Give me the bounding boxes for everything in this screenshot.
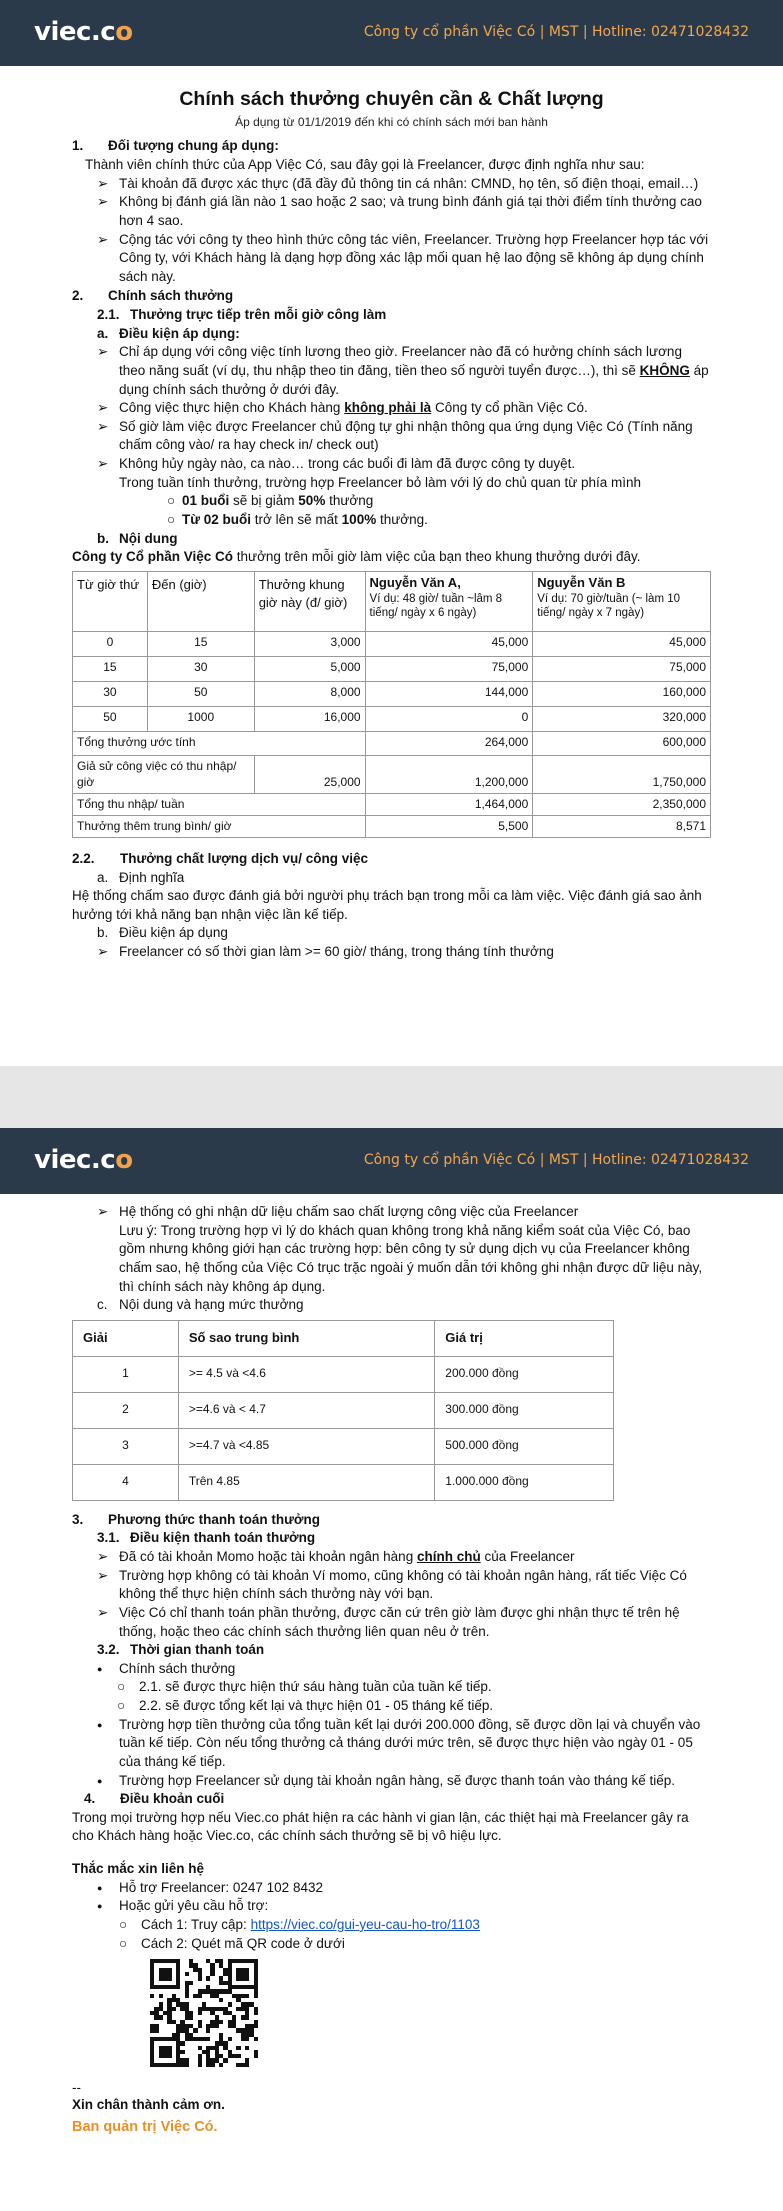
table-cell: 50 — [73, 706, 148, 731]
list-item: ➢ Đã có tài khoản Momo hoặc tài khoản ngân hàng chính chủ của Freelancer — [72, 1548, 711, 1567]
list-item: ● Hỗ trợ Freelancer: 0247 102 8432 — [72, 1879, 711, 1898]
section-2-1-a-heading: a. Điều kiện áp dụng: — [97, 325, 240, 341]
section-3-heading: 3. Phương thức thanh toán thưởng — [72, 1511, 320, 1527]
subheading-rewards: c. Nội dung và hạng mức thưởng — [97, 1297, 304, 1313]
table-cell: >= 4.5 và <4.6 — [178, 1356, 434, 1392]
circle-bullet-icon: ○ — [119, 1935, 128, 1951]
arrow-bullet-icon: ➢ — [97, 400, 109, 416]
header-company-info: Công ty cổ phần Việc Có | MST | Hotline: 02471028432 — [363, 1152, 749, 1169]
circle-bullet-icon: ○ — [119, 1916, 128, 1932]
table-cell: 75,000 — [365, 656, 533, 681]
document-body-2 — [0, 1194, 783, 2137]
table-row: Tổng thu nhập/ tuần 1,464,000 2,350,000 — [73, 793, 711, 815]
table-cell: 500.000 đồng — [435, 1428, 614, 1464]
table-row — [73, 681, 711, 706]
list-item: ○ Từ 02 buổi trở lên sẽ mất 100% thưởng. — [72, 511, 711, 530]
circle-bullet-icon: ○ — [117, 1679, 126, 1695]
arrow-bullet-icon: ➢ — [97, 1204, 109, 1219]
list-item: ➢ Hệ thống có ghi nhận dữ liệu chấm sao chất lượng công việc của Freelancer — [72, 1203, 711, 1222]
arrow-bullet-icon: ➢ — [97, 175, 109, 191]
list-item: ➢ Không hủy ngày nào, ca nào… trong các buổi đi làm đã được công ty duyệt. — [72, 455, 711, 474]
list-item: ○ Cách 1: Truy cập: https://viec.co/gui-yeu-cau-ho-tro/1103 — [72, 1916, 711, 1935]
arrow-bullet-icon: ➢ — [97, 944, 109, 960]
table-cell: 1.000.000 đồng — [435, 1464, 614, 1500]
table-cell: 30 — [73, 681, 148, 706]
reward-level-table — [72, 1320, 614, 1501]
table-row: Thưởng thêm trung bình/ giờ 5,500 8,571 — [73, 815, 711, 837]
table-row — [73, 1464, 614, 1500]
list-item: ○ Cách 2: Quét mã QR code ở dưới — [72, 1935, 711, 1954]
circle-bullet-icon: ○ — [117, 1698, 126, 1713]
table-row: Tổng thưởng ước tính 264,000 600,000 — [73, 731, 711, 755]
list-item: ➢ Không bị đánh giá lần nào 1 sao hoặc 2 sao; và trung bình đánh giá tại thời điểm tính thưởng cao hơn 4 sao. — [72, 193, 711, 230]
table-cell: 300.000 đồng — [435, 1392, 614, 1428]
arrow-bullet-icon: ➢ — [97, 231, 109, 247]
table-cell: 1000 — [147, 706, 254, 731]
viecco-logo[interactable]: viec.c o — [34, 1145, 133, 1176]
table-row: Giả sử công việc có thu nhập/ giờ 25,000 1,200,000 1,750,000 — [73, 755, 711, 793]
arrow-bullet-icon: ➢ — [97, 1604, 109, 1620]
list-item: ○ 01 buổi sẽ bị giảm 50% thưởng — [72, 492, 711, 511]
section-4-text: Trong mọi trường hợp nếu Viec.co phát hiện ra các hành vi gian lận, các thiệt hại mà Freelancer gây ra cho Khách hàng hoặc Viec.co, các chính sách thưởng sẽ bị vô hiệu lực. — [72, 1809, 689, 1844]
list-item: ➢ Trường hợp không có tài khoản Ví momo, cũng không có tài khoản ngân hàng, rất tiếc Việc Có không thể thực hiện chính sách thưởng này với bạn. — [72, 1567, 711, 1604]
dot-bullet-icon: ● — [97, 1882, 103, 1893]
viecco-logo[interactable]: viec.c o — [34, 17, 133, 48]
list-item: ➢ Số giờ làm việc được Freelancer chủ động tự ghi nhận thông qua ứng dụng Việc Có (Tính năng chấm công vào/ ra hay check in/ check out) — [72, 418, 711, 455]
subheading-definition: a. Định nghĩa — [97, 869, 185, 885]
table-header-row: Giải Số sao trung bình Giá trị — [73, 1320, 614, 1356]
section-1-intro: Thành viên chính thức của App Việc Có, sau đây gọi là Freelancer, được định nghĩa như sau: — [85, 157, 645, 173]
qr-code-container — [72, 1959, 711, 2067]
list-item: ➢ Việc Có chỉ thanh toán phần thưởng, được căn cứ trên giờ làm được ghi nhận thực tế trên hệ thống, hoặc theo các chính sách thưởng liên quan nêu ở trên. — [72, 1604, 711, 1641]
section-2-2-heading: 2.2. Thưởng chất lượng dịch vụ/ công việc — [72, 850, 369, 866]
table-cell: 50 — [147, 681, 254, 706]
dot-bullet-icon: ● — [97, 1775, 103, 1786]
table-cell: 0 — [73, 631, 148, 656]
list-item: ➢ Công việc thực hiện cho Khách hàng không phải là Công ty cổ phần Việc Có. — [72, 399, 711, 418]
signature-team: Ban quản trị Việc Có. — [72, 2118, 218, 2135]
arrow-bullet-icon: ➢ — [97, 456, 109, 472]
col-header-to: Đến (giờ) — [147, 571, 254, 631]
list-item: ● Trường hợp tiền thưởng của tổng tuần kết lại dưới 200.000 đồng, sẽ được dồn lại và chuyển vào tuần kế tiếp. Còn nếu tổng thưởng cả tháng dưới mức trên, sẽ được thực hiện vào ngày 01 - 05 của tháng kế tiếp. — [72, 1716, 711, 1772]
table-cell: 8,000 — [254, 681, 365, 706]
table-row — [73, 631, 711, 656]
arrow-bullet-icon: ➢ — [97, 194, 109, 210]
table-cell: >=4.7 và <4.85 — [178, 1428, 434, 1464]
table-cell: 160,000 — [533, 681, 711, 706]
thanks-text: Xin chân thành cảm ơn. — [72, 2096, 225, 2112]
dot-bullet-icon: ● — [97, 1901, 103, 1912]
document-page-1 — [0, 0, 783, 1066]
table-cell: 0 — [365, 706, 533, 731]
contact-heading: Thắc mắc xin liên hệ — [72, 1861, 205, 1876]
col-header-person-b: Nguyễn Văn B Ví dụ: 70 giờ/tuần (~ làm 10 tiếng/ ngày x 7 ngày) — [533, 571, 711, 631]
col-header-from: Từ giờ thứ — [73, 571, 148, 631]
header-company-info: Công ty cổ phần Việc Có | MST | Hotline: 02471028432 — [363, 24, 749, 41]
support-request-link[interactable]: https://viec.co/gui-yeu-cau-ho-tro/1103 — [250, 1916, 480, 1932]
list-item: ➢ Chỉ áp dụng với công việc tính lương theo giờ. Freelancer nào đã có hưởng chính sách lương theo năng suất (ví dụ, thu nhập theo tin đăng, tiền theo số người tuyển được…), thì sẽ KHÔNG áp dụng chính sách thưởng ở dưới đây. — [72, 343, 711, 399]
list-item: ● Trường hợp Freelancer sử dụng tài khoản ngân hàng, sẽ được thanh toán vào tháng kế tiếp. — [72, 1772, 711, 1791]
subheading-conditions: b. Điều kiện áp dụng — [97, 925, 228, 941]
arrow-bullet-icon: ➢ — [97, 1549, 109, 1564]
arrow-bullet-icon: ➢ — [97, 1567, 109, 1583]
table-cell: 45,000 — [533, 631, 711, 656]
list-item: ● Chính sách thưởng — [72, 1660, 711, 1679]
table-cell: 3,000 — [254, 631, 365, 656]
dot-bullet-icon: ● — [97, 1719, 103, 1730]
bonus-table — [72, 571, 711, 838]
note-text: Lưu ý: Trong trường hợp vì lý do khách quan không trong khả năng kiểm soát của Việc Có, bao gồm nhưng không giới hạn các trường hợp: bên công ty sử dụng dịch vụ của Freelancer không chấm sao, hệ thống của Việc Có trục trặc ngoài ý muốn dẫn tới không ghi nhận được dữ liệu này, thì chính sách này không áp dụng. — [119, 1222, 703, 1294]
dot-bullet-icon: ● — [97, 1663, 103, 1674]
section-2-1-heading: 2.1. Thưởng trực tiếp trên mỗi giờ công làm — [97, 307, 387, 323]
section-2-heading: 2. Chính sách thưởng — [72, 288, 234, 304]
list-item: ● Hoặc gửi yêu cầu hỗ trợ: — [72, 1897, 711, 1916]
table-cell: 16,000 — [254, 706, 365, 731]
table-cell: 15 — [147, 631, 254, 656]
circle-bullet-icon: ○ — [167, 511, 176, 527]
col-header-bonus: Thưởng khung giờ này (đ/ giờ) — [254, 571, 365, 631]
col-header-person-a: Nguyễn Văn A, Ví dụ: 48 giờ/ tuần ~lâm 8 tiếng/ ngày x 6 ngày) — [365, 571, 533, 631]
page-header — [0, 1128, 783, 1194]
table-intro: Công ty Cổ phần Việc Có thưởng trên mỗi giờ làm việc của bạn theo khung thưởng dưới đây. — [72, 549, 641, 565]
table-row — [73, 1392, 614, 1428]
list-item: ➢ Cộng tác với công ty theo hình thức công tác viên, Freelancer. Trường hợp Freelancer hợp tác với Công ty, với Khách hàng là dạng hợp đồng xác lập mối quan hệ lao động sẽ không áp dụng chính sách này. — [72, 231, 711, 287]
table-cell: 3 — [73, 1428, 179, 1464]
page-title: Chính sách thưởng chuyên cần & Chất lượng — [179, 88, 604, 110]
section-2-1-b-heading: b. Nội dung — [97, 530, 178, 546]
table-row — [73, 1428, 614, 1464]
table-header-row — [73, 571, 711, 631]
page-subtitle: Áp dụng từ 01/1/2019 đến khi có chính sách mới ban hành — [235, 114, 548, 129]
qr-code-image[interactable] — [150, 1959, 258, 2067]
list-item: ➢ Tài khoản đã được xác thực (đã đầy đủ thông tin cá nhân: CMND, họ tên, số điện thoại, email…) — [72, 175, 711, 194]
list-item: ➢ Freelancer có số thời gian làm >= 60 giờ/ tháng, trong tháng tính thưởng — [72, 943, 711, 962]
section-4-heading: 4. Điều khoản cuối — [84, 1791, 225, 1807]
section-3-1-heading: 3.1. Điều kiện thanh toán thưởng — [97, 1530, 316, 1546]
table-row — [73, 1356, 614, 1392]
table-cell: 144,000 — [365, 681, 533, 706]
table-cell: 2 — [73, 1392, 179, 1428]
signature-dash: -- — [72, 2080, 81, 2096]
table-cell: 5,000 — [254, 656, 365, 681]
table-cell: 30 — [147, 656, 254, 681]
table-cell: 200.000 đồng — [435, 1356, 614, 1392]
table-cell: 75,000 — [533, 656, 711, 681]
circle-bullet-icon: ○ — [167, 493, 176, 509]
table-cell: 15 — [73, 656, 148, 681]
table-row — [73, 706, 711, 731]
section-1-heading: 1. Đối tượng chung áp dụng: — [72, 138, 279, 154]
page-header — [0, 0, 783, 66]
document-page-2 — [0, 1128, 783, 2211]
table-cell: >=4.6 và < 4.7 — [178, 1392, 434, 1428]
document-body-1 — [0, 86, 783, 962]
table-cell: 320,000 — [533, 706, 711, 731]
table-cell: 1 — [73, 1356, 179, 1392]
section-3-2-heading: 3.2. Thời gian thanh toán — [97, 1642, 265, 1658]
table-cell: 45,000 — [365, 631, 533, 656]
table-cell: Trên 4.85 — [178, 1464, 434, 1500]
arrow-bullet-icon: ➢ — [97, 418, 109, 434]
list-item: ○ 2.1. sẽ được thực hiện thứ sáu hàng tuần của tuần kế tiếp. — [72, 1678, 711, 1697]
table-row — [73, 656, 711, 681]
list-item-continuation: Trong tuần tính thưởng, trường hợp Freelancer bỏ làm với lý do chủ quan từ phía mình — [119, 474, 642, 490]
arrow-bullet-icon: ➢ — [97, 344, 109, 360]
table-cell: 4 — [73, 1464, 179, 1500]
definition-text: Hệ thống chấm sao được đánh giá bởi người phụ trách bạn trong mỗi ca làm việc. Việc đánh giá sao ảnh hưởng tới khả năng bạn nhận việc lần kế tiếp. — [72, 888, 702, 922]
list-item: ○ 2.2. sẽ được tổng kết lại và thực hiện 01 - 05 tháng kế tiếp. — [72, 1697, 711, 1716]
